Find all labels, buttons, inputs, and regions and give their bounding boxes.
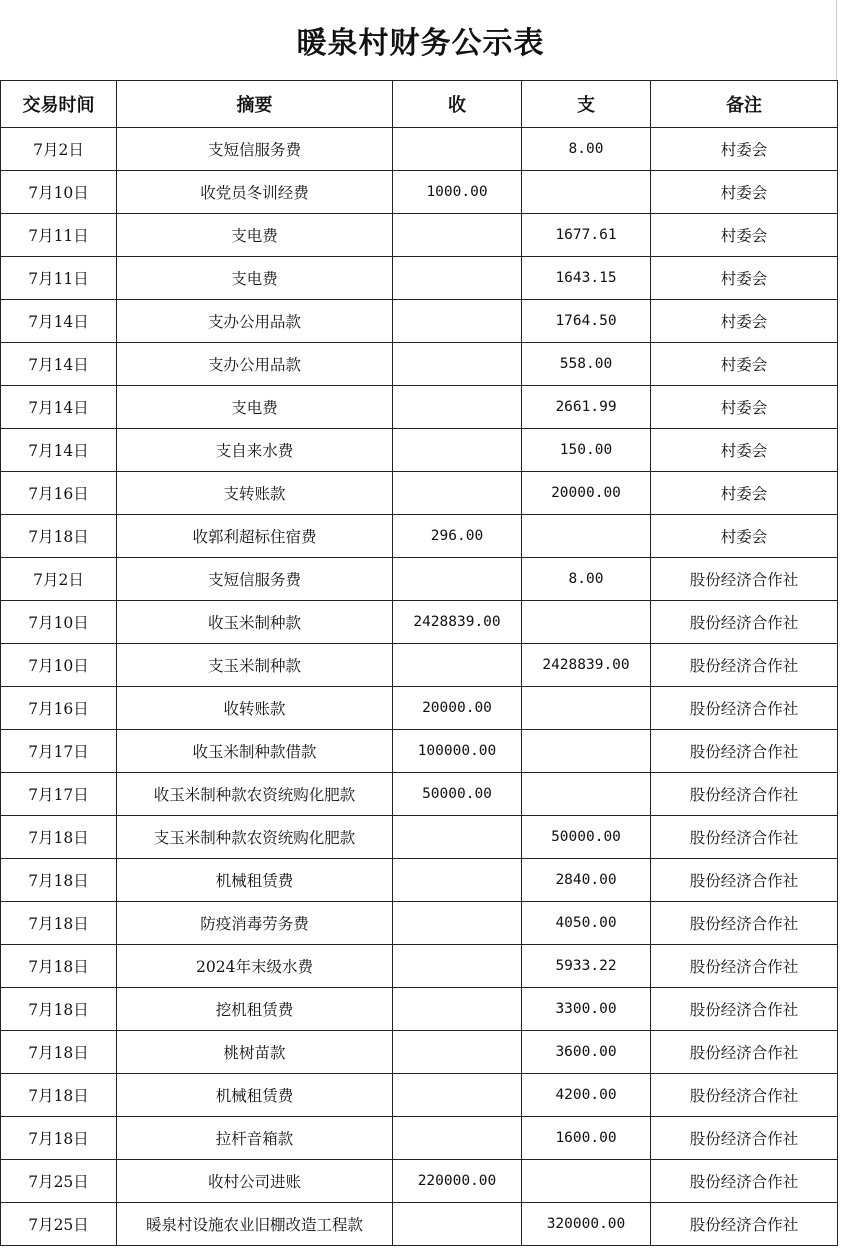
- cell-date: 7月11日: [1, 257, 117, 300]
- table-row: [1, 558, 838, 601]
- cell-expense: [522, 1160, 651, 1203]
- cell-expense: 1764.50: [522, 300, 651, 343]
- cell-remark: 股份经济合作社: [651, 644, 838, 687]
- cell-summary: 支转账款: [117, 472, 393, 515]
- cell-remark: 股份经济合作社: [651, 945, 838, 988]
- cell-summary: 2024年末级水费: [117, 945, 393, 988]
- cell-remark: 村委会: [651, 386, 838, 429]
- finance-table: [0, 80, 838, 1246]
- cell-income: 2428839.00: [393, 601, 522, 644]
- cell-date: 7月18日: [1, 1117, 117, 1160]
- cell-remark: 村委会: [651, 257, 838, 300]
- cell-expense: 4200.00: [522, 1074, 651, 1117]
- cell-date: 7月14日: [1, 343, 117, 386]
- cell-expense: 8.00: [522, 558, 651, 601]
- table-row: [1, 601, 838, 644]
- table-row: [1, 773, 838, 816]
- table-row: [1, 257, 838, 300]
- cell-remark: 村委会: [651, 300, 838, 343]
- cell-remark: 股份经济合作社: [651, 1117, 838, 1160]
- header-row: [1, 81, 838, 128]
- table-row: [1, 816, 838, 859]
- cell-summary: 支自来水费: [117, 429, 393, 472]
- cell-remark: 股份经济合作社: [651, 687, 838, 730]
- cell-expense: 8.00: [522, 128, 651, 171]
- cell-summary: 支短信服务费: [117, 558, 393, 601]
- cell-summary: 防疫消毒劳务费: [117, 902, 393, 945]
- cell-summary: 支短信服务费: [117, 128, 393, 171]
- cell-income: [393, 902, 522, 945]
- cell-income: 296.00: [393, 515, 522, 558]
- cell-income: [393, 300, 522, 343]
- cell-income: [393, 644, 522, 687]
- cell-income: [393, 816, 522, 859]
- cell-date: 7月2日: [1, 558, 117, 601]
- cell-expense: [522, 171, 651, 214]
- cell-remark: 股份经济合作社: [651, 730, 838, 773]
- cell-expense: 1677.61: [522, 214, 651, 257]
- cell-income: [393, 214, 522, 257]
- cell-remark: 股份经济合作社: [651, 601, 838, 644]
- cell-income: 50000.00: [393, 773, 522, 816]
- cell-remark: 村委会: [651, 429, 838, 472]
- page-title: 暖泉村财务公示表: [296, 26, 545, 61]
- cell-remark: 村委会: [651, 171, 838, 214]
- cell-remark: 股份经济合作社: [651, 816, 838, 859]
- cell-summary: 支办公用品款: [117, 300, 393, 343]
- cell-remark: 村委会: [651, 128, 838, 171]
- cell-expense: 4050.00: [522, 902, 651, 945]
- cell-date: 7月2日: [1, 128, 117, 171]
- cell-summary: 挖机租赁费: [117, 988, 393, 1031]
- table-row: [1, 988, 838, 1031]
- cell-income: [393, 988, 522, 1031]
- cell-date: 7月10日: [1, 601, 117, 644]
- cell-income: [393, 945, 522, 988]
- table-row: [1, 171, 838, 214]
- cell-expense: 1643.15: [522, 257, 651, 300]
- cell-expense: [522, 773, 651, 816]
- table-row: [1, 945, 838, 988]
- cell-summary: 收玉米制种款借款: [117, 730, 393, 773]
- cell-income: 220000.00: [393, 1160, 522, 1203]
- cell-remark: 村委会: [651, 515, 838, 558]
- cell-remark: 股份经济合作社: [651, 902, 838, 945]
- cell-income: [393, 1031, 522, 1074]
- cell-summary: 支玉米制种款: [117, 644, 393, 687]
- cell-remark: 村委会: [651, 214, 838, 257]
- cell-expense: 50000.00: [522, 816, 651, 859]
- cell-income: 1000.00: [393, 171, 522, 214]
- cell-summary: 收玉米制种款: [117, 601, 393, 644]
- cell-income: [393, 128, 522, 171]
- cell-date: 7月18日: [1, 1074, 117, 1117]
- table-row: [1, 429, 838, 472]
- cell-expense: [522, 687, 651, 730]
- table-row: [1, 515, 838, 558]
- table-row: [1, 902, 838, 945]
- cell-income: [393, 859, 522, 902]
- cell-summary: 暖泉村设施农业旧棚改造工程款: [117, 1203, 393, 1246]
- cell-remark: 股份经济合作社: [651, 1160, 838, 1203]
- cell-income: 100000.00: [393, 730, 522, 773]
- cell-expense: 2428839.00: [522, 644, 651, 687]
- cell-income: [393, 257, 522, 300]
- cell-expense: [522, 730, 651, 773]
- cell-summary: 支办公用品款: [117, 343, 393, 386]
- cell-expense: 20000.00: [522, 472, 651, 515]
- cell-date: 7月14日: [1, 300, 117, 343]
- cell-summary: 机械租赁费: [117, 1074, 393, 1117]
- cell-summary: 支电费: [117, 214, 393, 257]
- table-row: [1, 730, 838, 773]
- cell-date: 7月14日: [1, 429, 117, 472]
- cell-remark: 股份经济合作社: [651, 773, 838, 816]
- cell-date: 7月10日: [1, 171, 117, 214]
- table-row: [1, 472, 838, 515]
- cell-income: [393, 343, 522, 386]
- cell-remark: 村委会: [651, 472, 838, 515]
- cell-date: 7月14日: [1, 386, 117, 429]
- cell-expense: [522, 515, 651, 558]
- table-row: [1, 644, 838, 687]
- cell-date: 7月17日: [1, 773, 117, 816]
- cell-summary: 支电费: [117, 257, 393, 300]
- cell-date: 7月18日: [1, 902, 117, 945]
- cell-expense: 1600.00: [522, 1117, 651, 1160]
- cell-remark: 股份经济合作社: [651, 1074, 838, 1117]
- cell-expense: 2661.99: [522, 386, 651, 429]
- cell-remark: 村委会: [651, 343, 838, 386]
- cell-remark: 股份经济合作社: [651, 988, 838, 1031]
- cell-expense: 150.00: [522, 429, 651, 472]
- cell-date: 7月10日: [1, 644, 117, 687]
- cell-expense: 558.00: [522, 343, 651, 386]
- table-row: [1, 214, 838, 257]
- cell-summary: 拉杆音箱款: [117, 1117, 393, 1160]
- cell-summary: 支电费: [117, 386, 393, 429]
- cell-remark: 股份经济合作社: [651, 1031, 838, 1074]
- header-remark: 备注: [651, 81, 838, 128]
- cell-date: 7月18日: [1, 515, 117, 558]
- cell-expense: 3300.00: [522, 988, 651, 1031]
- cell-date: 7月18日: [1, 988, 117, 1031]
- cell-remark: 股份经济合作社: [651, 558, 838, 601]
- table-row: [1, 1074, 838, 1117]
- table-row: [1, 343, 838, 386]
- sheet-edge-line: [836, 0, 837, 80]
- header-summary: 摘要: [117, 81, 393, 128]
- cell-summary: 收村公司进账: [117, 1160, 393, 1203]
- cell-date: 7月16日: [1, 687, 117, 730]
- table-row: [1, 300, 838, 343]
- header-expense: 支: [522, 81, 651, 128]
- cell-income: [393, 1074, 522, 1117]
- cell-date: 7月17日: [1, 730, 117, 773]
- cell-income: [393, 1117, 522, 1160]
- table-row: [1, 1031, 838, 1074]
- cell-income: [393, 558, 522, 601]
- cell-date: 7月18日: [1, 945, 117, 988]
- cell-date: 7月18日: [1, 1031, 117, 1074]
- header-income: 收: [393, 81, 522, 128]
- table-row: [1, 1160, 838, 1203]
- cell-remark: 股份经济合作社: [651, 1203, 838, 1246]
- cell-expense: 320000.00: [522, 1203, 651, 1246]
- table-row: [1, 687, 838, 730]
- cell-remark: 股份经济合作社: [651, 859, 838, 902]
- cell-income: [393, 386, 522, 429]
- table-row: [1, 386, 838, 429]
- cell-summary: 收玉米制种款农资统购化肥款: [117, 773, 393, 816]
- cell-summary: 收转账款: [117, 687, 393, 730]
- cell-income: [393, 472, 522, 515]
- cell-summary: 收党员冬训经费: [117, 171, 393, 214]
- table-row: [1, 128, 838, 171]
- table-row: [1, 1203, 838, 1246]
- cell-expense: [522, 601, 651, 644]
- cell-income: [393, 429, 522, 472]
- cell-summary: 支玉米制种款农资统购化肥款: [117, 816, 393, 859]
- cell-expense: 5933.22: [522, 945, 651, 988]
- cell-date: 7月25日: [1, 1160, 117, 1203]
- cell-date: 7月18日: [1, 859, 117, 902]
- cell-summary: 收郭利超标住宿费: [117, 515, 393, 558]
- cell-date: 7月16日: [1, 472, 117, 515]
- cell-date: 7月18日: [1, 816, 117, 859]
- cell-date: 7月25日: [1, 1203, 117, 1246]
- table-row: [1, 1117, 838, 1160]
- header-date: 交易时间: [1, 81, 117, 128]
- cell-income: 20000.00: [393, 687, 522, 730]
- table-row: [1, 859, 838, 902]
- cell-summary: 桃树苗款: [117, 1031, 393, 1074]
- cell-income: [393, 1203, 522, 1246]
- cell-date: 7月11日: [1, 214, 117, 257]
- cell-expense: 3600.00: [522, 1031, 651, 1074]
- cell-summary: 机械租赁费: [117, 859, 393, 902]
- cell-expense: 2840.00: [522, 859, 651, 902]
